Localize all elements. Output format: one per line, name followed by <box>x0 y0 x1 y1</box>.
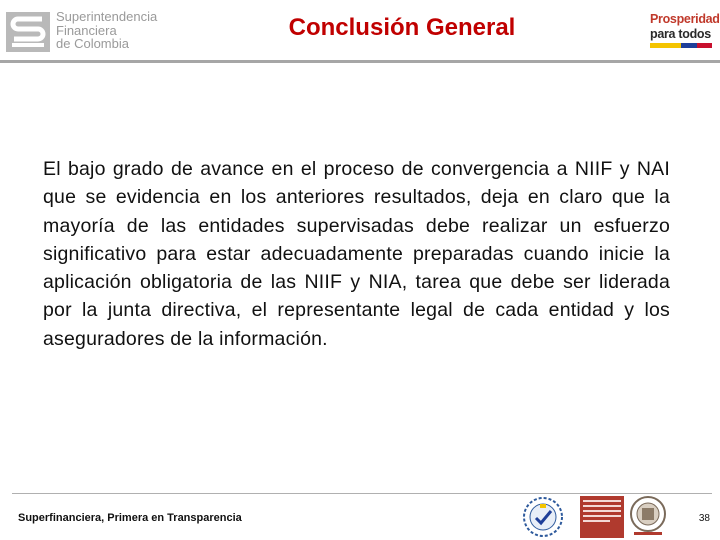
conclusion-paragraph: El bajo grado de avance en el proceso de convergencia a NIIF y NAI que se evidencia en los anteriores resultados, deja en claro que la mayoría de las entidades supervisadas debe realizar un esfuerzo significativo para estar adecuadamente preparadas cuando inicie la aplicación obligatoria de las NIIF y NIA, tarea que debe ser liderada por la junta directiva, el representante legal de cada entidad y los aseguradores de la información. <box>43 158 670 350</box>
footer-tagline: Superfinanciera, Primera en Transparencia <box>18 512 242 524</box>
slide-title: Conclusión General <box>288 14 516 41</box>
superfinanciera-logo-icon <box>6 12 50 52</box>
header-divider <box>0 60 720 63</box>
logo-line-3: de Colombia <box>56 36 129 51</box>
logo-line-2: Financiera <box>56 22 117 38</box>
slide-header <box>0 0 720 64</box>
prosperidad-logo-line-1: Prosperidad <box>650 12 720 26</box>
footer-divider <box>12 493 712 494</box>
prosperidad-logo-icon <box>644 10 720 50</box>
superfinanciera-logo-text <box>56 10 176 51</box>
logo-line-1: Superintendencia <box>56 9 158 24</box>
page-number: 38 <box>698 513 710 524</box>
colombia-flag-stripe <box>650 43 712 48</box>
iso-certification-icon <box>580 496 624 538</box>
gobierno-seal-icon <box>520 496 566 538</box>
superfinanciera-logo <box>6 10 176 54</box>
iso-certification-text-lines <box>583 500 621 525</box>
prosperidad-logo-line-2: para todos <box>650 27 711 41</box>
bureau-veritas-icon <box>628 494 668 538</box>
